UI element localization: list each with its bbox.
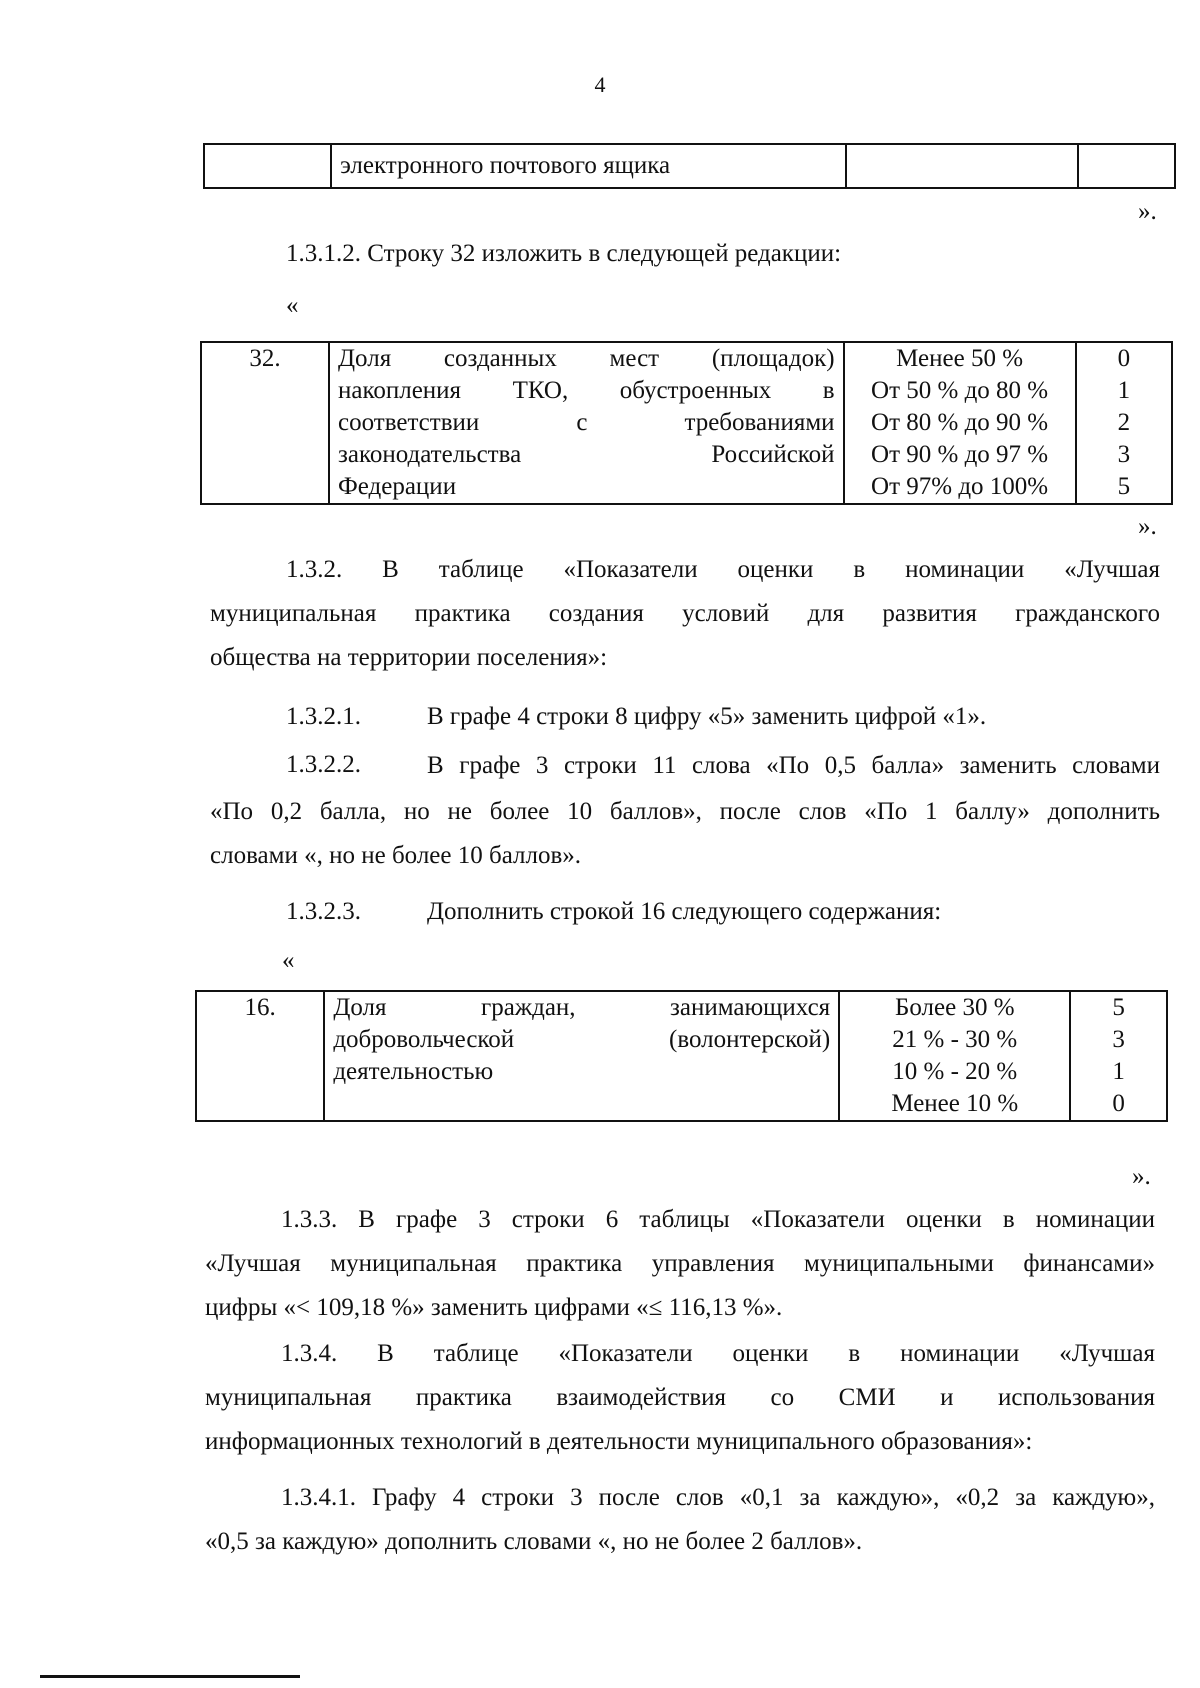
closing-quote: ». [1138, 513, 1157, 540]
opening-quote: « [286, 292, 299, 319]
item-1-3-2-2-num: 1.3.2.2. [286, 751, 361, 778]
table-row-32 [200, 341, 1173, 505]
row-number: 32. [201, 342, 329, 504]
opening-quote: « [282, 947, 295, 974]
paragraph-1-3-4-1: 1.3.4.1. Графу 4 строки 3 после слов «0,1 за каждую», «0,2 за каждую», «0,5 за каждую» дополнить словами «, но не более 2 баллов». [205, 1484, 1155, 1555]
item-1-3-2-2-first: В графе 3 строки 11 слова «По 0,5 балла» заменить словами [427, 752, 1160, 779]
row-number: 16. [196, 991, 324, 1121]
item-1-3-2-3-num: 1.3.2.3. [286, 898, 361, 925]
item-1-3-1-2: 1.3.1.2. Строку 32 изложить в следующей редакции: [286, 240, 842, 267]
row-criteria: Более 30 % 21 % - 30 % 10 % - 20 % Менее 10 % [839, 991, 1070, 1121]
row-criteria: Менее 50 % От 50 % до 80 % От 80 % до 90 % От 90 % до 97 % От 97% до 100% [844, 342, 1076, 504]
row-scores: 0 1 2 3 5 [1076, 342, 1172, 504]
closing-quote: ». [1132, 1163, 1151, 1190]
paragraph-1-3-4: 1.3.4. В таблице «Показатели оценки в номинации «Лучшая муниципальная практика взаимодействия со СМИ и использования информационных технологий в деятельности муниципального образования»: [205, 1340, 1155, 1455]
item-1-3-2-1-text: В графе 4 строки 8 цифру «5» заменить цифрой «1». [427, 703, 987, 730]
row-description: Доля граждан, занимающихся добровольческой (волонтерской) деятельностью [324, 991, 839, 1121]
footer-rule [40, 1675, 300, 1678]
page-number: 4 [594, 72, 606, 97]
table-cell-num [204, 144, 331, 188]
table-continuation [203, 143, 1176, 189]
table-cell-criteria [846, 144, 1077, 188]
row-description: Доля созданных мест (площадок) накопления ТКО, обустроенных в соответствии с требованиями законодательства Российской Федерации [329, 342, 844, 504]
item-1-3-2-1-num: 1.3.2.1. [286, 703, 361, 730]
item-1-3-2-3-text: Дополнить строкой 16 следующего содержания: [427, 898, 942, 925]
closing-quote: ». [1138, 198, 1157, 225]
table-row-16 [195, 990, 1168, 1122]
item-1-3-2-2-rest: «По 0,2 балла, но не более 10 баллов», после слов «По 1 баллу» дополнить словами «, но не более 10 баллов». [210, 798, 1160, 869]
table-cell-score [1078, 144, 1175, 188]
paragraph-1-3-2: 1.3.2. В таблице «Показатели оценки в номинации «Лучшая муниципальная практика создания условий для развития гражданского общества на территории поселения»: [210, 556, 1160, 671]
row-scores: 5 3 1 0 [1070, 991, 1167, 1121]
table-cell-desc: электронного почтового ящика [331, 144, 846, 188]
paragraph-1-3-3: 1.3.3. В графе 3 строки 6 таблицы «Показатели оценки в номинации «Лучшая муниципальная практика управления муниципальными финансами» цифры «< 109,18 %» заменить цифрами «≤ 116,13 %». [205, 1206, 1155, 1321]
